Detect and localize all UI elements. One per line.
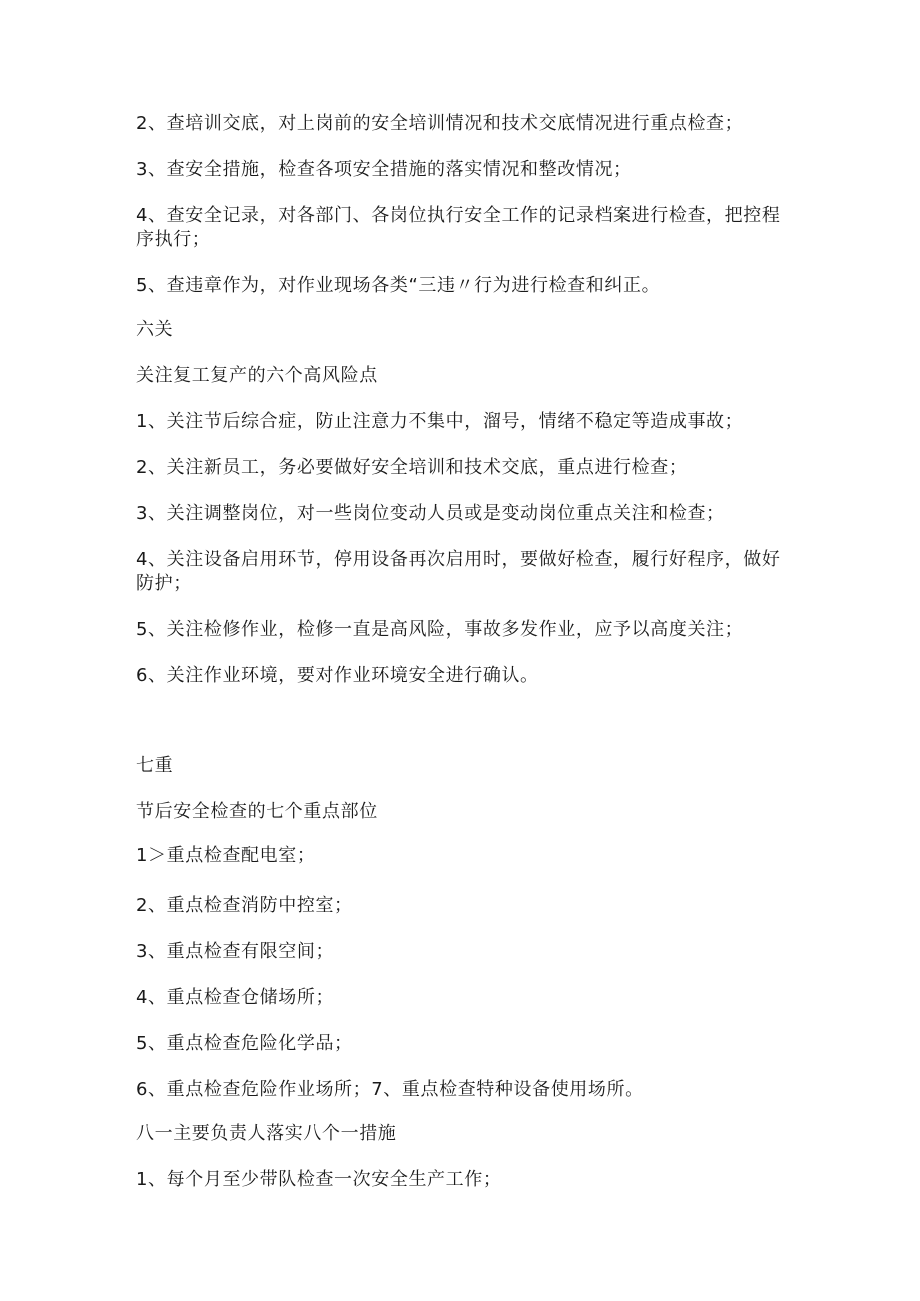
section-subheading: 节后安全检查的七个重点部位 xyxy=(136,801,378,822)
paragraph: 5、关注检修作业，检修一直是高风险，事故多发作业，应予以高度关注； xyxy=(136,619,744,640)
section-heading: 七重 xyxy=(136,755,174,776)
paragraph: 4、重点检查仓储场所； xyxy=(136,987,335,1008)
paragraph: 1＞重点检查配电室； xyxy=(136,845,316,866)
paragraph: 6、关注作业环境，要对作业环境安全进行确认。 xyxy=(136,665,539,686)
paragraph: 4、查安全记录，对各部门、各岗位执行安全工作的记录档案进行检查，把控程 xyxy=(136,205,781,226)
paragraph: 3、重点检查有限空间； xyxy=(136,941,335,962)
paragraph: 3、关注调整岗位，对一些岗位变动人员或是变动岗位重点关注和检查； xyxy=(136,503,725,524)
paragraph: 1、关注节后综合症，防止注意力不集中，溜号，情绪不稳定等造成事故； xyxy=(136,411,744,432)
section-heading: 八一主要负责人落实八个一措施 xyxy=(136,1123,397,1144)
paragraph-continuation: 防护； xyxy=(136,573,192,594)
paragraph: 6、重点检查危险作业场所；7、重点检查特种设备使用场所。 xyxy=(136,1079,644,1100)
paragraph: 5、重点检查危险化学品； xyxy=(136,1033,353,1054)
section-subheading: 关注复工复产的六个高风险点 xyxy=(136,365,378,386)
paragraph: 5、查违章作为，对作业现场各类“三违〃行为进行检查和纠正。 xyxy=(136,275,661,296)
paragraph-continuation: 序执行； xyxy=(136,229,211,250)
paragraph: 1、每个月至少带队检查一次安全生产工作； xyxy=(136,1169,502,1190)
paragraph: 2、查培训交底，对上岗前的安全培训情况和技术交底情况进行重点检查； xyxy=(136,113,744,134)
paragraph: 2、重点检查消防中控室； xyxy=(136,895,353,916)
paragraph: 3、查安全措施，检查各项安全措施的落实情况和整改情况； xyxy=(136,159,632,180)
paragraph: 4、关注设备启用环节，停用设备再次启用时，要做好检查，履行好程序，做好 xyxy=(136,549,781,570)
section-heading: 六关 xyxy=(136,319,174,340)
paragraph: 2、关注新员工，务必要做好安全培训和技术交底，重点进行检查； xyxy=(136,457,688,478)
